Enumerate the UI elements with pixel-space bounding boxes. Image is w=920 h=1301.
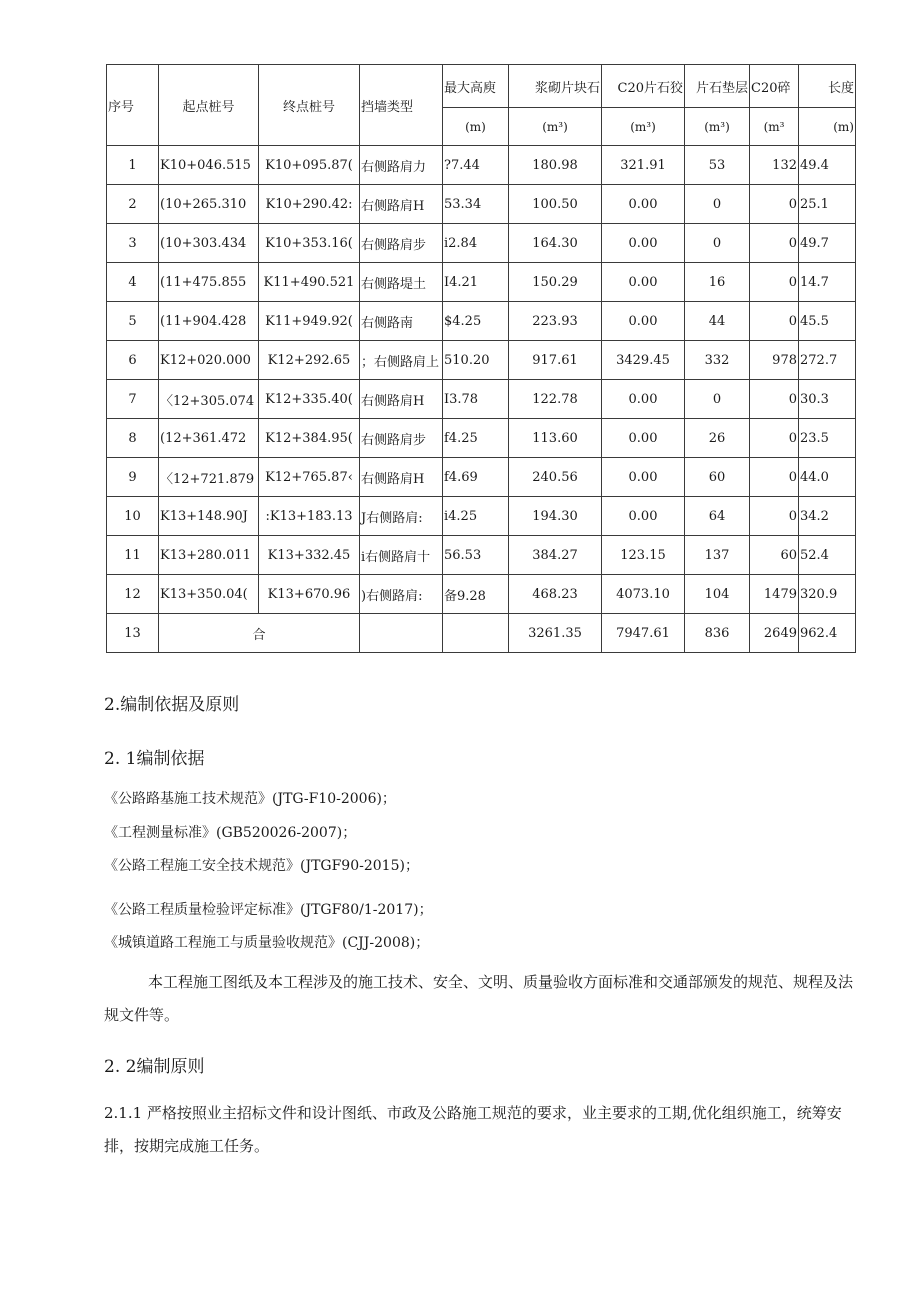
table-row [107,497,856,536]
table-cell: 180.98 [509,146,602,185]
table-cell: 122.78 [509,380,602,419]
table-cell: 5 [107,302,159,341]
section-2-2-title: 2. 2编制原则 [104,1057,205,1077]
table-cell: (11+475.855 [159,263,259,302]
table-cell: 0 [750,185,799,224]
table-cell: 45.5 [799,302,856,341]
col-header-index: 序号 [107,65,159,146]
table-cell: 右侧路肩H [360,458,443,497]
table-cell: )右侧路肩: [360,575,443,614]
col-header-length: 长度 [799,65,856,108]
table-cell: I3.78 [443,380,509,419]
basis-paragraph [104,966,864,1032]
table-cell: i4.25 [443,497,509,536]
col-header-cushion: 片石垫层 [685,65,750,108]
table-cell: 0.00 [602,224,685,263]
total-cell: 962.4 [799,614,856,653]
total-cell: 7947.61 [602,614,685,653]
total-label: 合 [159,614,360,653]
table-cell: 26 [685,419,750,458]
table-cell: 332 [685,341,750,380]
table-body [107,65,856,653]
table-cell: 右侧路肩H [360,380,443,419]
table-cell: 100.50 [509,185,602,224]
table-row [107,575,856,614]
unit-c20-gravel: (m³ [750,108,799,146]
table-cell: 3 [107,224,159,263]
table-cell: 240.56 [509,458,602,497]
table-row [107,380,856,419]
table-cell: 44.0 [799,458,856,497]
table-cell: 164.30 [509,224,602,263]
table-cell: :K13+183.13 [259,497,360,536]
table-cell: i右侧路肩十 [360,536,443,575]
table-cell: 11 [107,536,159,575]
table-cell: (10+265.310 [159,185,259,224]
total-row [107,614,856,653]
principle-paragraph: 2.1.1 严格按照业主招标文件和设计图纸、市政及公路施工规范的要求，业主要求的工期,优化组织施工，统筹安排，按期完成施工任务。 [104,1104,842,1155]
table-cell: K13+148.90J [159,497,259,536]
table-cell: K11+490.521 [259,263,360,302]
table-cell: 60 [685,458,750,497]
col-header-max-height: 最大高庾 [443,65,509,108]
table-row [107,146,856,185]
table-cell: 0 [685,185,750,224]
table-cell: 右侧路肩力 [360,146,443,185]
table-cell: 60 [750,536,799,575]
table-cell: K10+046.515 [159,146,259,185]
section-2-1-title: 2. 1编制依据 [104,749,205,769]
table-cell: 12 [107,575,159,614]
table-cell: 0 [750,302,799,341]
table-cell: 4073.10 [602,575,685,614]
reference-item: 《公路工程施工安全技术规范》(JTGF90-2015)； [104,858,419,874]
table-cell: 9 [107,458,159,497]
table-cell: 〈12+721.879 [159,458,259,497]
table-cell: 0.00 [602,185,685,224]
table-cell: 113.60 [509,419,602,458]
table-cell: 272.7 [799,341,856,380]
table-cell: 194.30 [509,497,602,536]
table-row [107,185,856,224]
table-row [107,302,856,341]
table-cell: 0.00 [602,419,685,458]
col-header-wall-type: 挡墙类型 [360,65,443,146]
table-cell: K12+765.87‹ [259,458,360,497]
unit-c20-concrete: (m³) [602,108,685,146]
table-cell: K12+020.000 [159,341,259,380]
table-cell: 150.29 [509,263,602,302]
table-cell: 0 [685,380,750,419]
table-cell: J右侧路肩: [360,497,443,536]
table-cell: 49.7 [799,224,856,263]
table-cell: 53 [685,146,750,185]
table-cell: 3429.45 [602,341,685,380]
table-cell: 备9.28 [443,575,509,614]
basis-paragraph-text: 本工程施工图纸及本工程涉及的施工技术、安全、文明、质量验收方面标准和交通部颁发的规范、规程及法规文件等。 [104,973,854,1024]
table-cell: 978 [750,341,799,380]
retaining-wall-table [106,64,856,653]
col-header-masonry: 浆砌片块石 [509,65,602,108]
table-cell: 123.15 [602,536,685,575]
table-cell: 468.23 [509,575,602,614]
table-cell: 384.27 [509,536,602,575]
table-cell: 56.53 [443,536,509,575]
table-cell: 0 [750,497,799,536]
table-cell: 0.00 [602,458,685,497]
table-cell: I4.21 [443,263,509,302]
table-cell: 右侧路堤土 [360,263,443,302]
header-row [107,65,856,108]
table-cell: 1 [107,146,159,185]
table-cell: K11+949.92( [259,302,360,341]
table-row [107,341,856,380]
unit-cushion: (m³) [685,108,750,146]
table-cell: 10 [107,497,159,536]
table-cell: 2 [107,185,159,224]
table-cell: ；右侧路肩上 [360,341,443,380]
table-cell: 25.1 [799,185,856,224]
table-cell: 44 [685,302,750,341]
table-row [107,536,856,575]
total-cell [443,614,509,653]
table-cell: 53.34 [443,185,509,224]
table-row [107,419,856,458]
table-cell: 34.2 [799,497,856,536]
table-cell: 223.93 [509,302,602,341]
table-cell: (12+361.472 [159,419,259,458]
table-cell: K13+670.96 [259,575,360,614]
table-cell: 137 [685,536,750,575]
total-cell: 836 [685,614,750,653]
table-cell: K13+280.011 [159,536,259,575]
table-cell: 右侧路肩步 [360,419,443,458]
table-cell: 右侧路肩步 [360,224,443,263]
table-cell: 1479 [750,575,799,614]
table-cell: K10+095.87( [259,146,360,185]
reference-item: 《城镇道路工程施工与质量验收规范》(CJJ-2008)； [104,935,430,951]
table-cell: 30.3 [799,380,856,419]
col-header-end-station: 终点桩号 [259,65,360,146]
table-cell: 104 [685,575,750,614]
table-cell: 320.9 [799,575,856,614]
table-cell: 8 [107,419,159,458]
table-cell: $4.25 [443,302,509,341]
total-cell: 3261.35 [509,614,602,653]
table-cell: K12+384.95( [259,419,360,458]
table-cell: K12+335.40( [259,380,360,419]
table-cell: 321.91 [602,146,685,185]
table-cell: 4 [107,263,159,302]
table-cell: ?7.44 [443,146,509,185]
total-cell: 2649 [750,614,799,653]
table-cell: i2.84 [443,224,509,263]
table-cell: K10+353.16( [259,224,360,263]
unit-masonry: (m³) [509,108,602,146]
table-row [107,263,856,302]
table-cell: 0 [750,419,799,458]
table-cell: 0 [750,263,799,302]
table-cell: 14.7 [799,263,856,302]
table-cell: 7 [107,380,159,419]
col-header-start-station: 起点桩号 [159,65,259,146]
reference-item: 《公路工程质量检验评定标准》(JTGF80/1-2017)； [104,902,433,918]
table-cell: 917.61 [509,341,602,380]
table-cell: 510.20 [443,341,509,380]
table-cell: f4.25 [443,419,509,458]
table-cell: 〈12+305.074 [159,380,259,419]
total-cell: 13 [107,614,159,653]
table-cell: 0 [750,458,799,497]
table-cell: 0.00 [602,380,685,419]
table-cell: (10+303.434 [159,224,259,263]
table-cell: (11+904.428 [159,302,259,341]
table-cell: 64 [685,497,750,536]
table-cell: 49.4 [799,146,856,185]
table-cell: 23.5 [799,419,856,458]
table-row [107,224,856,263]
table-cell: 0.00 [602,302,685,341]
col-header-c20-gravel: C20碎 [750,65,799,108]
table-cell: 右侧路肩H [360,185,443,224]
table-cell: 0 [685,224,750,263]
reference-item: 《工程测量标准》(GB520026-2007)； [104,825,357,841]
table-cell: 6 [107,341,159,380]
section-2-title: 2.编制依据及原则 [104,695,240,715]
table-cell: 0.00 [602,497,685,536]
table-cell: K13+350.04( [159,575,259,614]
table-cell: K13+332.45 [259,536,360,575]
table-cell: 16 [685,263,750,302]
table-cell: 132 [750,146,799,185]
table-cell: f4.69 [443,458,509,497]
table-cell: 0.00 [602,263,685,302]
unit-max-height: (m) [443,108,509,146]
total-cell [360,614,443,653]
table-row [107,458,856,497]
table-cell: K12+292.65 [259,341,360,380]
reference-item: 《公路路基施工技术规范》(JTG-F10-2006)； [104,791,396,807]
table-cell: 右侧路南 [360,302,443,341]
table-cell: 52.4 [799,536,856,575]
col-header-c20-concrete: C20片石狡 [602,65,685,108]
unit-length: (m) [799,108,856,146]
table-cell: 0 [750,224,799,263]
table-cell: K10+290.42: [259,185,360,224]
table-cell: 0 [750,380,799,419]
